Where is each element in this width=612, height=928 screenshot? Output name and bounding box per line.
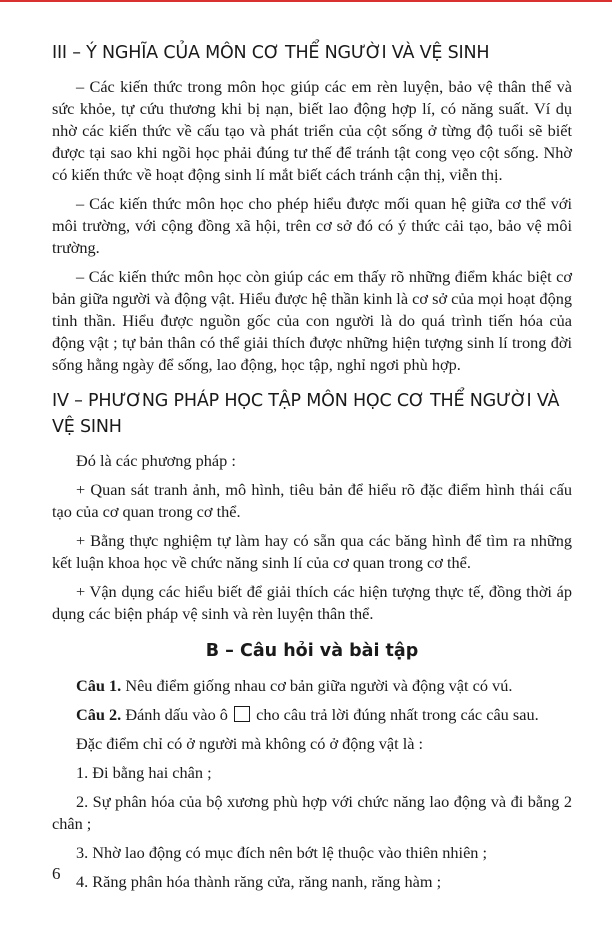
section-4-heading: IV – PHƯƠNG PHÁP HỌC TẬP MÔN HỌC CƠ THỂ NGƯỜI VÀ VỆ SINH — [52, 391, 560, 437]
question-2 — [52, 704, 572, 726]
answer-option: 2. Sự phân hóa của bộ xương phù hợp với chức năng lao động và đi bằng 2 chân ; — [52, 792, 572, 833]
answer-option: 1. Đi bằng hai chân ; — [76, 763, 212, 782]
question-2-text-after: cho câu trả lời đúng nhất trong các câu sau. — [252, 705, 539, 724]
answer-option: 4. Răng phân hóa thành răng cửa, răng nanh, răng hàm ; — [76, 872, 442, 891]
question-1-text: Nêu điểm giống nhau cơ bản giữa người và động vật có vú. — [121, 676, 513, 695]
question-2-intro: Đặc điểm chỉ có ở người mà không có ở động vật là : — [76, 734, 424, 753]
section-3-heading: III – Ý NGHĨA CỦA MÔN CƠ THỂ NGƯỜI VÀ VỆ SINH — [52, 43, 490, 63]
section-4-paragraph: + Vận dụng các hiểu biết để giải thích các hiện tượng thực tế, đồng thời áp dụng các biện pháp vệ sinh và rèn luyện thân thể. — [52, 582, 572, 623]
section-b-heading: B – Câu hỏi và bài tập — [205, 641, 419, 661]
section-3-paragraph: – Các kiến thức môn học còn giúp các em thấy rõ những điểm khác biệt cơ bản giữa người và động vật. Hiểu được hệ thần kinh là cơ sở của mọi hoạt động tinh thần. Hiểu được nguồn gốc của con người là do quá trình tiến hóa của động vật ; tự bản thân có thể giải thích được những hiện tượng sinh lí trong đời sống hằng ngày để sống, lao động, học tập, nghỉ ngơi phù hợp. — [52, 267, 572, 374]
top-border-line — [0, 0, 612, 2]
question-2-text-before: Đánh dấu vào ô — [121, 705, 233, 724]
section-3-paragraph: – Các kiến thức môn học cho phép hiểu được mối quan hệ giữa cơ thể với môi trường, với cộng đồng xã hội, trên cơ sở đó có ý thức cải tạo, bảo vệ môi trường. — [52, 194, 572, 257]
page-number: 6 — [52, 864, 61, 883]
answer-option: 3. Nhờ lao động có mục đích nên bớt lệ thuộc vào thiên nhiên ; — [76, 843, 488, 862]
section-4-paragraph: + Bằng thực nghiệm tự làm hay có sẵn qua các băng hình để tìm ra những kết luận khoa học về chức năng sinh lí của cơ quan trong cơ thể. — [52, 531, 572, 572]
question-1-label: Câu 1. — [76, 676, 122, 695]
section-3-paragraph: – Các kiến thức trong môn học giúp các em rèn luyện, bảo vệ thân thể và sức khỏe, tự cứu thương khi bị nạn, biết lao động hợp lí, có năng suất. Ví dụ nhờ các kiến thức về cấu tạo và phát triển của cột sống ở từng độ tuổi sẽ biết được tại sao khi ngồi học phải đúng tư thế để tránh tật cong vẹo cột sống. Nhờ có kiến thức về hoạt động sinh lí mắt biết cách tránh cận thị, viễn thị. — [52, 77, 572, 184]
question-2-label: Câu 2. — [76, 705, 122, 724]
page-content — [52, 26, 572, 900]
answer-checkbox-icon — [234, 706, 250, 722]
section-4-paragraph: + Quan sát tranh ảnh, mô hình, tiêu bản để hiểu rõ đặc điểm hình thái cấu tạo của cơ quan trong cơ thể. — [52, 480, 572, 521]
section-4-paragraph: Đó là các phương pháp : — [76, 451, 236, 470]
question-1 — [52, 675, 572, 697]
